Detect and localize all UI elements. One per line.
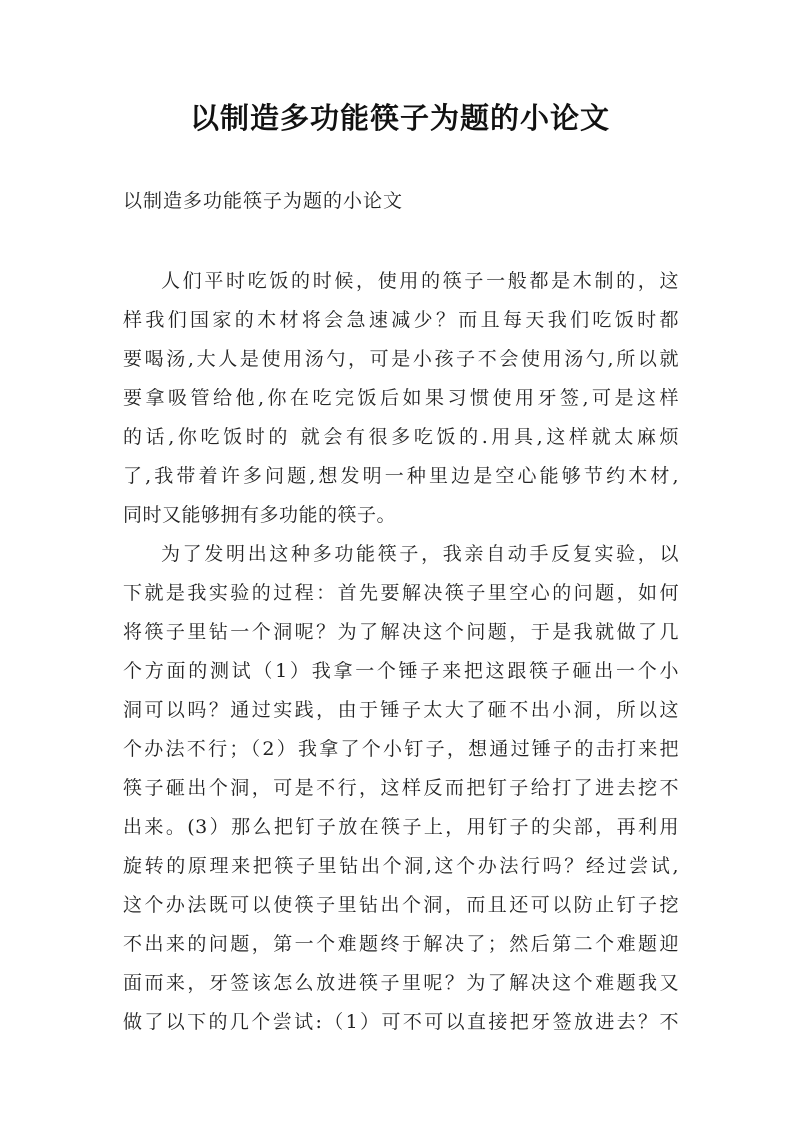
text-line: 这个办法既可以使筷子里钻出个洞，而且还可以防止钉子挖 [123,894,679,916]
text-line: 筷子砸出个洞，可是不行，这样反而把钉子给打了进去挖不 [123,777,679,799]
text-line: 人们平时吃饭的时候，使用的筷子一般都是木制的，这 [161,270,679,292]
text-line: 了,我带着许多问题,想发明一种里边是空心能够节约木材, [123,465,679,487]
text-line: 的话,你吃饭时的 就会有很多吃饭的.用具,这样就太麻烦 [123,426,679,448]
text-line: 面而来，牙签该怎么放进筷子里呢？为了解决这个难题我又 [123,972,679,994]
text-line: 为了发明出这种多功能筷子，我亲自动手反复实验，以 [161,543,679,565]
text-line: 要拿吸管给他,你在吃完饭后如果习惯使用牙签,可是这样 [123,387,679,409]
text-line: 要喝汤,大人是使用汤勺，可是小孩子不会使用汤勺,所以就 [123,348,679,370]
text-line: 旋转的原理来把筷子里钻出个洞,这个办法行吗？经过尝试, [123,855,679,877]
text-line: 将筷子里钻一个洞呢？为了解决这个问题，于是我就做了几 [123,621,679,643]
text-line: 做了以下的几个尝试:（1）可不可以直接把牙签放进去？不 [123,1011,679,1033]
text-line: 下就是我实验的过程：首先要解决筷子里空心的问题，如何 [123,582,679,604]
page-title: 以制造多功能筷子为题的小论文 [189,101,610,135]
text-line: 洞可以吗？通过实践，由于锤子太大了砸不出小洞，所以这 [123,699,679,721]
text-line: 样我们国家的木材将会急速减少？而且每天我们吃饭时都 [123,309,679,331]
paragraph-2 [123,535,679,1042]
document-body [123,262,679,1042]
text-line: 个方面的测试（1）我拿一个锤子来把这跟筷子砸出一个小 [123,660,679,682]
document-subtitle: 以制造多功能筷子为题的小论文 [123,190,404,212]
text-line: 个办法不行；（2）我拿了个小钉子，想通过锤子的击打来把 [123,738,679,760]
text-line: 同时又能够拥有多功能的筷子。 [123,504,397,526]
text-line: 出来。(3）那么把钉子放在筷子上，用钉子的尖部，再利用 [123,816,679,838]
paragraph-1 [123,262,679,535]
text-line: 不出来的问题，第一个难题终于解决了；然后第二个难题迎 [123,933,679,955]
